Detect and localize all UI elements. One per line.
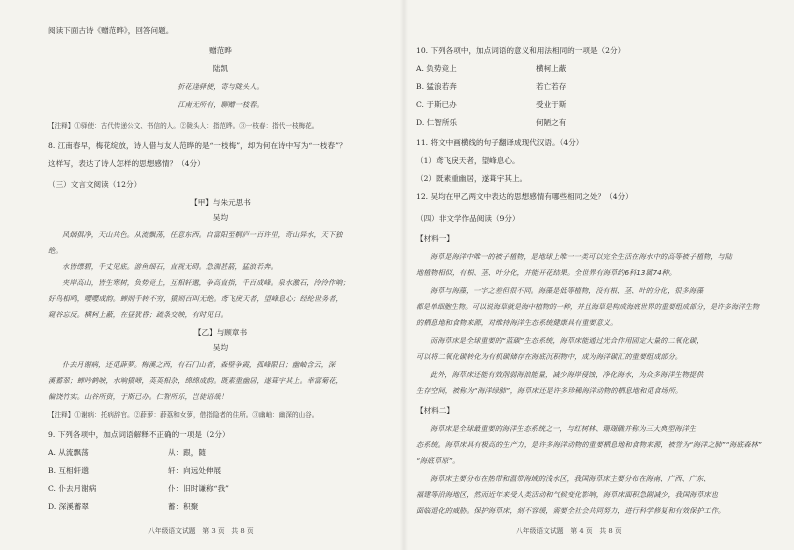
- material-1-line: 的栖息地和食物来源，对维持海洋生态系统健康具有重要意义。: [416, 318, 618, 327]
- q9-option-d-letter: D. 深溪蓄翠: [48, 502, 90, 511]
- q9-option-a-answer: 从：跟，随: [168, 448, 206, 457]
- q9-option-c-letter: C. 仆去月谢病: [48, 484, 97, 493]
- material-1-line: 海草是海洋中唯一的被子植物，是地球上唯一一类可以完全生活在海水中的高等被子植物，与陆: [430, 252, 732, 261]
- question-10: 10. 下列各项中，加点词语的意义和用法相同的一项是（2分）: [416, 46, 626, 55]
- material-2-line: “海底草原”。: [416, 456, 460, 465]
- question-11: 11. 将文中画横线的句子翻译成现代汉语。（4分）: [416, 138, 584, 147]
- question-8-line-1: 8. 江南春早，梅花绽放，诗人借与友人范晔的是“一枝梅”，却为何在诗中写为“一枝春”？: [48, 141, 347, 150]
- question-9: 9. 下列各项中，加点词语解释不正确的一项是（2分）: [48, 430, 230, 439]
- q9-option-c-answer: 仆：旧时谦称“我”: [168, 484, 229, 493]
- poem-title: 赠范晔: [209, 46, 232, 55]
- q10-option-d-right: 何陋之有: [536, 118, 567, 127]
- material-1-line: 海草与海藻，一字之差但很不同。海藻是低等植物，没有根、茎、叶的分化，很多海藻: [430, 286, 704, 295]
- poem-line-1: 折花逢驿使，寄与陇头人。: [177, 82, 264, 91]
- material-2-line: 福建等沿海地区，然而近年来受人类活动和气候变化影响，海草床面积急剧减少，我国海草床也: [416, 490, 718, 499]
- material-1-line: 可以将二氧化碳转化为有机碳储存在海底沉积物中，成为海洋碳汇的重要组成部分。: [416, 352, 682, 361]
- material-2-title: 【材料二】: [416, 406, 454, 415]
- q10-option-c-left: C. 于斯已办: [416, 100, 457, 109]
- left-page-footer: 八年级语文试题 第 3 页 共 8 页: [148, 527, 254, 535]
- text-jia-title: 【甲】与朱元思书: [190, 198, 251, 207]
- text-jia-line: 夹岸高山，皆生寒树，负势竞上，互相轩邈，争高直指，千百成峰。泉水激石，泠泠作响；: [62, 278, 350, 287]
- poem-author: 陆凯: [212, 64, 229, 73]
- section-4-heading: （四）非文学作品阅读（9分）: [416, 214, 520, 223]
- question-11-item-2: （2）既素重幽居，遂葺宇其上。: [416, 174, 528, 183]
- page-gutter: [400, 0, 408, 550]
- text-yi-line: 溪蓄翠；蝉吟鹤唳，水响猿啼，英英相杂，绵绵成韵。既素重幽居，遂葺宇其上。幸富菊花，: [48, 376, 343, 385]
- material-1-line: 都是单细胞生物。可以说海草就是海中植物的一种，并且海草是构成海底世界的重要组成部分，是许多海洋生物: [416, 303, 759, 311]
- text-jia-line: 绝。: [48, 246, 63, 255]
- material-2-line: 海草床主要分布在热带和温带海域的浅水区，我国海草床主要分布在海南、广西、广东、: [430, 474, 711, 483]
- poem-note: 【注释】①驿使：古代传递公文、书信的人。②陇头人：指范晔。③一枝春：指代一枝梅花。: [48, 122, 319, 130]
- material-1-line: 而海草床是全球重要的“蓝碳”生态系统，海草床能通过光合作用固定大量的二氧化碳，: [430, 336, 704, 345]
- material-1-line: 此外，海草床还能有效削弱海浪能量，减少海岸侵蚀，净化海水，为众多海洋生物提供: [430, 370, 704, 379]
- material-2-line: 态系统。海草床具有极高的生产力，是许多海洋动物的重要栖息地和食物来源，被誉为“海洋之肺”“海底森林”: [416, 440, 762, 449]
- poem-line-2: 江南无所有，聊赠一枝春。: [177, 100, 264, 109]
- q9-option-b-letter: B. 互相轩邈: [48, 466, 89, 475]
- material-2-line: 海草床是全球最重要的海洋生态系统之一，与红树林、珊瑚礁并称为三大典型海洋生: [430, 424, 696, 433]
- right-page: [416, 0, 766, 550]
- q9-option-b-answer: 轩：向远处伸展: [168, 466, 222, 475]
- text-jia-line: 窥谷忘反。横柯上蔽，在昼犹昏；疏条交映，有时见日。: [48, 310, 228, 319]
- q9-option-a-letter: A. 从流飘荡: [48, 448, 89, 457]
- q10-option-d-left: D. 仁智所乐: [416, 118, 458, 127]
- material-2-line: 面临退化的威胁。保护海草床，刻不容缓，需要全社会共同努力，进行科学修复和有效保护工作。: [416, 506, 726, 515]
- q10-option-c-right: 受业于斯: [536, 100, 567, 109]
- text-jia-line: 好鸟相鸣，嘤嘤成韵。蝉则千转不穷，猿则百叫无绝。鸢飞戾天者，望峰息心；经纶世务者，: [48, 294, 343, 303]
- q10-option-b-left: B. 猛浪若奔: [416, 82, 457, 91]
- text-yi-title: 【乙】与顾章书: [193, 328, 248, 337]
- question-8-line-2: 这样写，表达了诗人怎样的思想感情？（4分）: [48, 159, 205, 168]
- text-jia-author: 吴均: [212, 213, 229, 222]
- material-1-line: 地植物相似，有根、茎、叶分化，并能开花结果。全世界有海草约6科13属74种。: [416, 268, 677, 277]
- section-3-heading: （三）文言文阅读（12分）: [48, 180, 142, 189]
- poem-intro: 阅读下面古诗《赠范晔》，回答问题。: [48, 26, 174, 35]
- question-11-item-1: （1）鸢飞戾天者，望峰息心。: [416, 156, 520, 165]
- q10-option-b-right: 若亡若存: [536, 82, 567, 91]
- text-yi-line: 仆去月谢病，还觅薜萝。梅溪之西，有石门山者，森壁争霞，孤峰限日；幽岫含云，深: [62, 360, 336, 369]
- text-yi-author: 吴均: [212, 343, 229, 352]
- q10-option-a-left: A. 负势竞上: [416, 64, 457, 73]
- right-page-footer: 八年级语文试题 第 4 页 共 8 页: [516, 527, 622, 535]
- q9-option-d-answer: 蓄：积聚: [168, 502, 199, 511]
- left-page: [48, 0, 393, 550]
- text-jia-line: 风烟俱净，天山共色。从流飘荡，任意东西。自富阳至桐庐一百许里，奇山异水，天下独: [62, 230, 343, 239]
- text-jia-line: 水皆缥碧，千丈见底。游鱼细石，直视无碍。急湍甚箭，猛浪若奔。: [62, 262, 278, 271]
- material-1-title: 【材料一】: [416, 234, 454, 243]
- text-yi-line: 偏饶竹实。山谷所资，于斯已办。仁智所乐，岂徒语哉！: [48, 392, 228, 401]
- q10-option-a-right: 横柯上蔽: [536, 64, 567, 73]
- question-12: 12. 吴均在甲乙两文中表达的思想感情有哪些相同之处？（4分）: [416, 192, 633, 201]
- text-yi-note: 【注释】①谢病：托病辞官。②薜萝：薜荔和女萝，借指隐者的住所。③幽岫：幽深的山谷。: [48, 411, 319, 419]
- material-1-line: 生存空间，被称为“海洋绿肺”，海草床还是许多珍稀海洋动物的栖息地和觅食场所。: [416, 386, 683, 395]
